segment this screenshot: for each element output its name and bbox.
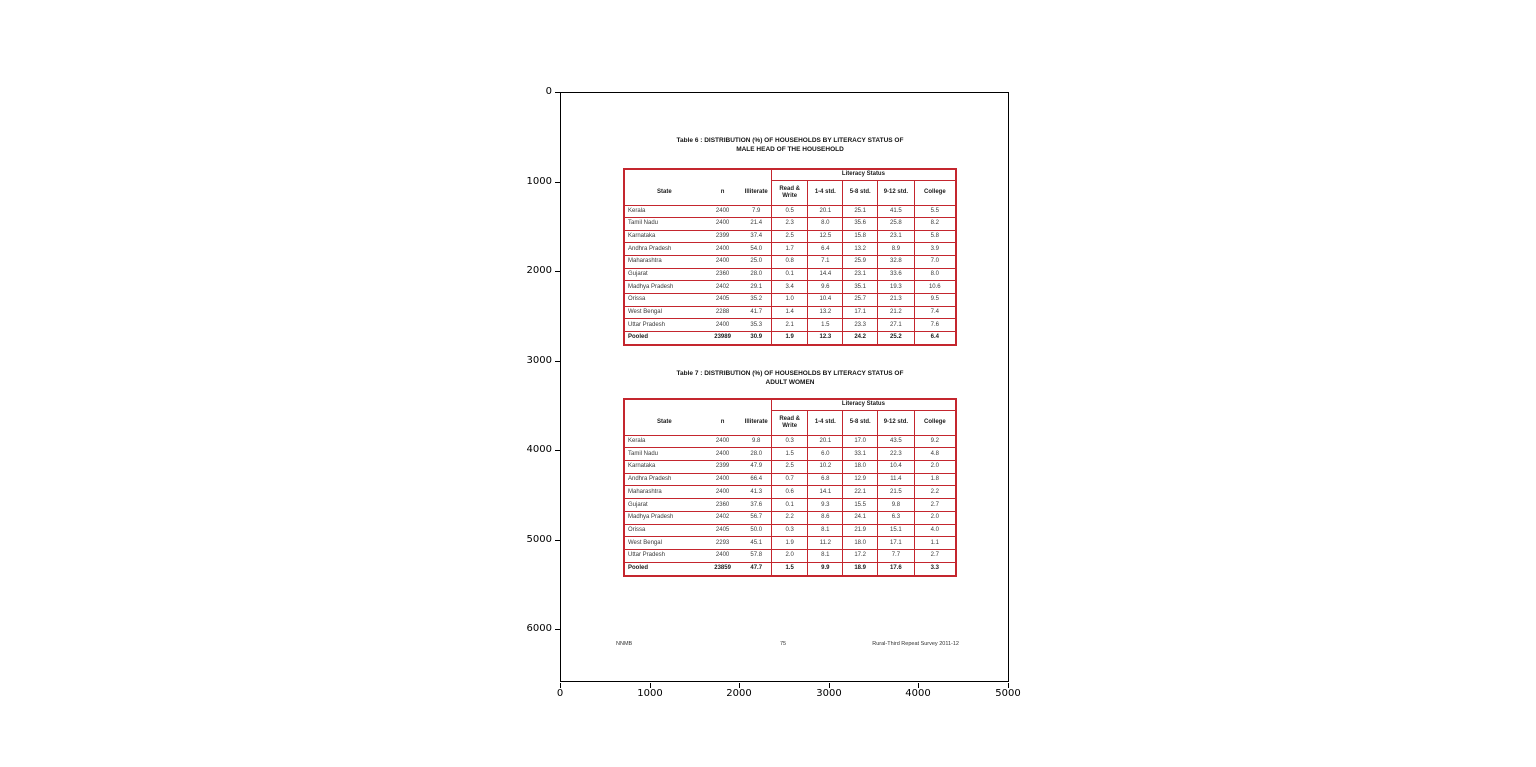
- table-cell: 37.6: [742, 499, 772, 512]
- table-cell: 1.9: [771, 331, 808, 345]
- table-cell: 8.2: [914, 218, 956, 231]
- table-cell: 9.6: [808, 281, 843, 294]
- table-cell: 7.1: [808, 256, 843, 269]
- table-cell: 3.3: [914, 562, 956, 576]
- table-cell: Karnataka: [624, 460, 704, 473]
- table-cell: 7.4: [914, 306, 956, 319]
- table6-title: [623, 136, 957, 154]
- table-row: [624, 319, 956, 332]
- table-cell: 24.2: [843, 331, 878, 345]
- table-cell: 17.1: [843, 306, 878, 319]
- table-cell: 15.8: [843, 230, 878, 243]
- table-cell: 11.2: [808, 537, 843, 550]
- table-row: [624, 331, 956, 345]
- table-cell: 22.1: [843, 486, 878, 499]
- table-cell: 30.9: [742, 331, 772, 345]
- table-cell: 2293: [704, 537, 742, 550]
- table-cell: 2.0: [914, 511, 956, 524]
- table-cell: 23.3: [843, 319, 878, 332]
- table-cell: 54.0: [742, 243, 772, 256]
- y-axis-tick-label: 1000: [526, 176, 552, 187]
- table-cell: 25.1: [843, 205, 878, 218]
- table-cell: Karnataka: [624, 230, 704, 243]
- x-axis-tick-label: 2000: [726, 688, 752, 699]
- table-cell: 9.8: [878, 499, 915, 512]
- table-cell: 8.1: [808, 550, 843, 563]
- table-cell: 17.6: [878, 562, 915, 576]
- table-cell: 17.1: [878, 537, 915, 550]
- table6-title-line1: Table 6 : DISTRIBUTION (%) OF HOUSEHOLDS BY LITERACY STATUS OF: [676, 137, 904, 144]
- table-cell: 25.2: [878, 331, 915, 345]
- table-cell: 2400: [704, 319, 742, 332]
- table-cell: 47.7: [742, 562, 772, 576]
- table-cell: 3.4: [771, 281, 808, 294]
- table-cell: 21.9: [843, 524, 878, 537]
- table-cell: 2.2: [771, 511, 808, 524]
- table7-group-header-row: [624, 399, 956, 410]
- table-cell: 2400: [704, 473, 742, 486]
- plot-area: [560, 92, 1009, 682]
- table-cell: 2.7: [914, 499, 956, 512]
- table-cell: 29.1: [742, 281, 772, 294]
- group-header-spacer: [624, 399, 771, 410]
- table-cell: 8.0: [808, 218, 843, 231]
- y-axis-tick-label: 3000: [526, 355, 552, 366]
- table-cell: 7.6: [914, 319, 956, 332]
- table-cell: 2.0: [914, 460, 956, 473]
- table-cell: 2.3: [771, 218, 808, 231]
- x-axis-tick-label: 0: [556, 688, 564, 699]
- table-row: [624, 268, 956, 281]
- table-cell: 2400: [704, 205, 742, 218]
- col-header-9-12-std: 9-12 std.: [878, 410, 915, 435]
- col-header-illiterate: Illiterate: [744, 188, 768, 195]
- table-row: [624, 473, 956, 486]
- table-cell: 0.8: [771, 256, 808, 269]
- table-cell: 1.8: [914, 473, 956, 486]
- table-cell: 35.3: [742, 319, 772, 332]
- table-cell: Tamil Nadu: [624, 218, 704, 231]
- table-cell: Gujarat: [624, 268, 704, 281]
- table-cell: 23989: [704, 331, 742, 345]
- col-header-9-12-std: 9-12 std.: [878, 180, 915, 205]
- literacy-status-group-header: Literacy Status: [771, 169, 956, 180]
- y-axis-tick-label: 2000: [526, 265, 552, 276]
- table-cell: 1.5: [771, 448, 808, 461]
- literacy-status-group-header: Literacy Status: [771, 399, 956, 410]
- y-axis-tick-label: 0: [545, 86, 552, 97]
- table-cell: 2402: [704, 281, 742, 294]
- table-row: [624, 230, 956, 243]
- table-cell: 5.5: [914, 205, 956, 218]
- col-header-1-4-std: 1-4 std.: [808, 180, 843, 205]
- table-cell: 23.1: [878, 230, 915, 243]
- table-cell: 28.0: [742, 268, 772, 281]
- table-cell: 18.9: [843, 562, 878, 576]
- table-cell: Madhya Pradesh: [624, 281, 704, 294]
- table-cell: 1.5: [808, 319, 843, 332]
- table-cell: 22.3: [878, 448, 915, 461]
- table-cell: 2.7: [914, 550, 956, 563]
- table-cell: West Bengal: [624, 306, 704, 319]
- table-cell: 2.5: [771, 230, 808, 243]
- table-cell: 6.0: [808, 448, 843, 461]
- table-cell: Orissa: [624, 293, 704, 306]
- table-cell: 37.4: [742, 230, 772, 243]
- col-header-read-write: Read & Write: [771, 180, 808, 205]
- table-cell: 50.0: [742, 524, 772, 537]
- table-row: [624, 281, 956, 294]
- table-cell: 7.9: [742, 205, 772, 218]
- col-header-5-8-std: 5-8 std.: [843, 410, 878, 435]
- table7-grid: [623, 398, 957, 577]
- document-page: [561, 93, 1008, 681]
- table-cell: 14.4: [808, 268, 843, 281]
- table-cell: 4.0: [914, 524, 956, 537]
- table6-body: [624, 205, 956, 345]
- table-cell: 41.3: [742, 486, 772, 499]
- table-row: [624, 205, 956, 218]
- table-cell: 1.9: [771, 537, 808, 550]
- table-cell: 4.8: [914, 448, 956, 461]
- table-row: [624, 218, 956, 231]
- table-cell: Kerala: [624, 205, 704, 218]
- table7-title: [623, 369, 957, 387]
- table-cell: 2.5: [771, 460, 808, 473]
- table7-body: [624, 435, 956, 576]
- table-cell: Madhya Pradesh: [624, 511, 704, 524]
- table-cell: 1.4: [771, 306, 808, 319]
- table6-title-line2: MALE HEAD OF THE HOUSEHOLD: [736, 146, 844, 153]
- table-cell: 25.0: [742, 256, 772, 269]
- table-cell: 7.7: [878, 550, 915, 563]
- table-cell: Orissa: [624, 524, 704, 537]
- table-cell: 9.5: [914, 293, 956, 306]
- table-cell: 18.0: [843, 537, 878, 550]
- table-cell: 0.5: [771, 205, 808, 218]
- table-cell: 1.5: [771, 562, 808, 576]
- table-cell: 35.1: [843, 281, 878, 294]
- table-cell: 21.5: [878, 486, 915, 499]
- table-row: [624, 448, 956, 461]
- table-cell: Andhra Pradesh: [624, 473, 704, 486]
- table-cell: 9.3: [808, 499, 843, 512]
- table-cell: 18.0: [843, 460, 878, 473]
- table-row: [624, 435, 956, 448]
- table-cell: 35.6: [843, 218, 878, 231]
- table-row: [624, 537, 956, 550]
- table-cell: 9.9: [808, 562, 843, 576]
- table-row: [624, 524, 956, 537]
- table-cell: 2405: [704, 524, 742, 537]
- table-cell: 25.9: [843, 256, 878, 269]
- table-cell: 57.8: [742, 550, 772, 563]
- col-header-college: College: [914, 180, 956, 205]
- table-cell: 25.8: [878, 218, 915, 231]
- table-cell: 19.3: [878, 281, 915, 294]
- table-cell: 8.0: [914, 268, 956, 281]
- table-cell: 2288: [704, 306, 742, 319]
- table-cell: 2405: [704, 293, 742, 306]
- table-cell: 1.1: [914, 537, 956, 550]
- x-axis-tick-label: 5000: [995, 688, 1021, 699]
- table6: [623, 168, 957, 346]
- table-cell: 21.4: [742, 218, 772, 231]
- x-axis-tick-label: 3000: [816, 688, 842, 699]
- table-cell: 10.4: [878, 460, 915, 473]
- table-cell: 9.8: [742, 435, 772, 448]
- col-header-n: n: [720, 418, 725, 425]
- col-header-n: n: [720, 188, 725, 195]
- table-cell: 6.8: [808, 473, 843, 486]
- col-header-5-8-std: 5-8 std.: [843, 180, 878, 205]
- table6-group-header-row: [624, 169, 956, 180]
- table-row: [624, 293, 956, 306]
- table-cell: 32.8: [878, 256, 915, 269]
- table-cell: 15.1: [878, 524, 915, 537]
- y-axis-tick-label: 4000: [526, 444, 552, 455]
- table-cell: 17.2: [843, 550, 878, 563]
- table-cell: Tamil Nadu: [624, 448, 704, 461]
- table-cell: 8.9: [878, 243, 915, 256]
- table-cell: Kerala: [624, 435, 704, 448]
- table-cell: 28.0: [742, 448, 772, 461]
- table-cell: 33.1: [843, 448, 878, 461]
- table-cell: 6.4: [914, 331, 956, 345]
- table-cell: 41.7: [742, 306, 772, 319]
- table-cell: 1.7: [771, 243, 808, 256]
- table-cell: 0.3: [771, 524, 808, 537]
- table-cell: 1.0: [771, 293, 808, 306]
- table-cell: Maharashtra: [624, 256, 704, 269]
- table7-title-line2: ADULT WOMEN: [765, 379, 815, 386]
- table-cell: Uttar Pradesh: [624, 319, 704, 332]
- table-cell: 2.2: [914, 486, 956, 499]
- table-cell: Gujarat: [624, 499, 704, 512]
- table-cell: 35.2: [742, 293, 772, 306]
- table-cell: 2400: [704, 435, 742, 448]
- table-cell: 23.1: [843, 268, 878, 281]
- group-header-spacer: [624, 169, 771, 180]
- x-axis-tick-label: 1000: [637, 688, 663, 699]
- table-cell: 6.4: [808, 243, 843, 256]
- table-cell: 20.1: [808, 205, 843, 218]
- table7-title-line1: Table 7 : DISTRIBUTION (%) OF HOUSEHOLDS BY LITERACY STATUS OF: [676, 370, 904, 377]
- table-cell: 6.3: [878, 511, 915, 524]
- table-cell: 0.6: [771, 486, 808, 499]
- table-row: [624, 256, 956, 269]
- table-cell: 2400: [704, 550, 742, 563]
- table-cell: 41.5: [878, 205, 915, 218]
- table-cell: 2400: [704, 218, 742, 231]
- table-cell: Pooled: [624, 331, 704, 345]
- table-cell: 7.0: [914, 256, 956, 269]
- col-header-college: College: [914, 410, 956, 435]
- table-cell: 0.3: [771, 435, 808, 448]
- footer-org: NNMB: [616, 641, 633, 647]
- table-cell: 2400: [704, 486, 742, 499]
- table-cell: Maharashtra: [624, 486, 704, 499]
- table-cell: 10.6: [914, 281, 956, 294]
- table-cell: 2400: [704, 243, 742, 256]
- table-cell: Andhra Pradesh: [624, 243, 704, 256]
- table-row: [624, 243, 956, 256]
- table-cell: West Bengal: [624, 537, 704, 550]
- table-cell: 2400: [704, 448, 742, 461]
- table6-column-header-row: [624, 180, 956, 205]
- col-header-1-4-std: 1-4 std.: [808, 410, 843, 435]
- table-cell: 33.6: [878, 268, 915, 281]
- table6-grid: [623, 168, 957, 346]
- table-cell: 12.3: [808, 331, 843, 345]
- table-cell: Pooled: [624, 562, 704, 576]
- table7: [623, 398, 957, 577]
- table-cell: 21.2: [878, 306, 915, 319]
- table-row: [624, 460, 956, 473]
- table-cell: 13.2: [808, 306, 843, 319]
- table-row: [624, 486, 956, 499]
- y-axis-tick-label: 6000: [526, 623, 552, 634]
- table-cell: 27.1: [878, 319, 915, 332]
- table-cell: 15.5: [843, 499, 878, 512]
- table-cell: 17.0: [843, 435, 878, 448]
- table-cell: 21.3: [878, 293, 915, 306]
- table-cell: 3.9: [914, 243, 956, 256]
- table-cell: 2399: [704, 230, 742, 243]
- table-cell: 56.7: [742, 511, 772, 524]
- table-cell: 8.6: [808, 511, 843, 524]
- footer-survey-name: Rural-Third Repeat Survey 2011-12: [872, 641, 959, 647]
- table-row: [624, 562, 956, 576]
- table-cell: 47.9: [742, 460, 772, 473]
- table-cell: 2400: [704, 256, 742, 269]
- table-cell: 13.2: [843, 243, 878, 256]
- table-cell: 11.4: [878, 473, 915, 486]
- table-row: [624, 511, 956, 524]
- table-cell: 23859: [704, 562, 742, 576]
- table-cell: 2402: [704, 511, 742, 524]
- col-header-read-write: Read & Write: [771, 410, 808, 435]
- table-cell: 2399: [704, 460, 742, 473]
- table-cell: 10.4: [808, 293, 843, 306]
- table-row: [624, 550, 956, 563]
- table7-column-header-row: [624, 410, 956, 435]
- footer-page-number: 75: [780, 641, 787, 647]
- table-row: [624, 499, 956, 512]
- table-row: [624, 306, 956, 319]
- table-cell: 43.5: [878, 435, 915, 448]
- col-header-state: State: [657, 418, 672, 425]
- table-cell: 2360: [704, 268, 742, 281]
- col-header-state: State: [657, 188, 672, 195]
- table-cell: 12.9: [843, 473, 878, 486]
- table-cell: 20.1: [808, 435, 843, 448]
- table-cell: 25.7: [843, 293, 878, 306]
- table-cell: 2360: [704, 499, 742, 512]
- table-cell: 0.1: [771, 499, 808, 512]
- table-cell: 12.5: [808, 230, 843, 243]
- table-cell: 8.1: [808, 524, 843, 537]
- table-cell: 14.1: [808, 486, 843, 499]
- x-axis-tick-label: 4000: [905, 688, 931, 699]
- table-cell: 2.0: [771, 550, 808, 563]
- table-cell: 0.1: [771, 268, 808, 281]
- page-footer: [616, 641, 959, 649]
- table-cell: 2.1: [771, 319, 808, 332]
- table-cell: 24.1: [843, 511, 878, 524]
- table-cell: 10.2: [808, 460, 843, 473]
- table-cell: 0.7: [771, 473, 808, 486]
- table-cell: Uttar Pradesh: [624, 550, 704, 563]
- table-cell: 5.8: [914, 230, 956, 243]
- y-axis-tick-label: 5000: [526, 534, 552, 545]
- col-header-illiterate: Illiterate: [744, 418, 768, 425]
- table-cell: 9.2: [914, 435, 956, 448]
- table-cell: 45.1: [742, 537, 772, 550]
- table-cell: 66.4: [742, 473, 772, 486]
